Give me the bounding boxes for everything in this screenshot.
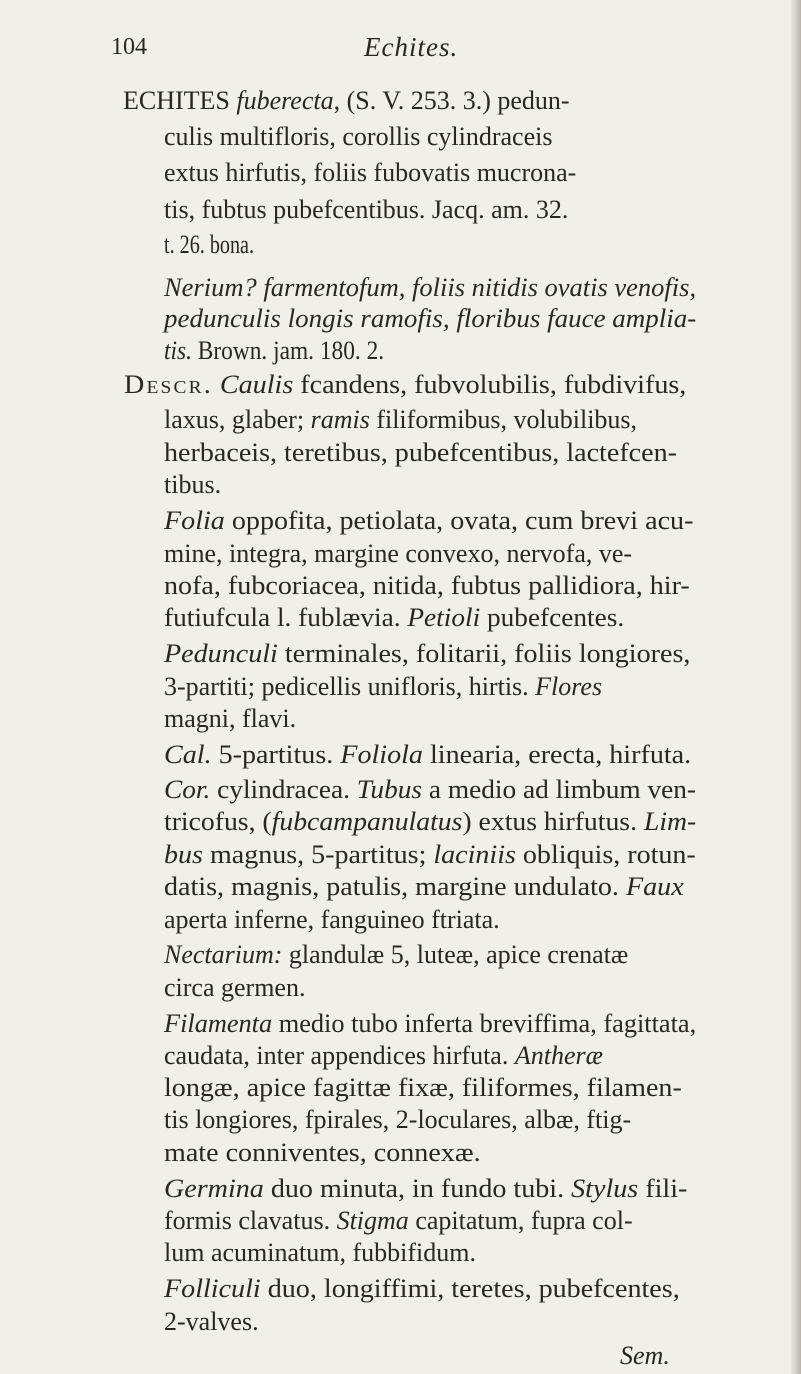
text-line	[164, 777, 696, 803]
text-line	[164, 440, 677, 466]
page-header	[0, 34, 801, 74]
text-line	[164, 1140, 481, 1166]
text-line	[164, 942, 628, 968]
text-run: tis, fubtus pubefcentibus. Jacq. am. 32.	[164, 195, 569, 224]
text-run: tis longiores, fpirales, 2-loculares, albæ, ftig-	[164, 1105, 632, 1134]
text-run: ramis	[310, 405, 370, 434]
text-run: fuberecta	[236, 86, 334, 115]
text-line	[164, 1107, 631, 1133]
text-run: oppofita, petiolata, ovata, cum brevi acu-	[224, 506, 694, 535]
text-run: glandulæ 5, luteæ, apice crenatæ	[282, 940, 629, 969]
text-run: t. 26. bona.	[164, 230, 254, 259]
text-run: ECHITES	[123, 86, 237, 115]
text-run: longæ, apice fagittæ fixæ, filiformes, filamen-	[164, 1073, 682, 1102]
text-run: lum acuminatum, fubbifidum.	[164, 1238, 476, 1267]
text-run: mate conniventes, connexæ.	[164, 1138, 481, 1167]
text-run: Folia	[164, 506, 225, 535]
text-line	[164, 605, 624, 631]
text-run: Caulis	[219, 370, 294, 399]
text-line	[164, 160, 576, 186]
text-line	[123, 88, 570, 114]
text-run: duo minuta, in fundo tubi.	[263, 1174, 572, 1203]
text-run: circa germen.	[164, 973, 306, 1002]
text-line	[164, 975, 305, 1001]
text-run: obliquis, rotun-	[515, 840, 696, 869]
text-run: filiformibus, volubilibus,	[369, 405, 638, 434]
text-run: tis.	[164, 336, 192, 365]
text-run: Foliola	[340, 740, 423, 769]
text-line	[164, 1011, 696, 1037]
text-run: Cor.	[164, 775, 211, 804]
text-run: terminales, folitarii, foliis longiores,	[277, 639, 691, 668]
text-run: Lim-	[643, 807, 697, 836]
text-run: fcandens, fubvolubilis, fubdivifus,	[293, 370, 687, 399]
text-run: Tubus	[356, 775, 423, 804]
text-run: extus hirfutis, foliis fubovatis mucrona-	[164, 158, 577, 187]
text-run: bus	[164, 840, 203, 869]
text-line	[164, 1075, 682, 1101]
text-line	[164, 1208, 633, 1234]
text-run: mine, integra, margine convexo, nervofa, ve-	[164, 539, 633, 568]
text-run: datis, magnis, patulis, margine undulato.	[164, 872, 626, 901]
text-run: capitatum, fupra col-	[408, 1206, 633, 1235]
text-run: herbaceis, teretibus, pubefcentibus, lactefcen-	[164, 438, 677, 467]
text-run: laciniis	[433, 840, 516, 869]
text-run: formis clavatus.	[164, 1206, 337, 1235]
text-line	[164, 338, 384, 364]
text-run: culis multifloris, corollis cylindraceis	[164, 122, 553, 151]
text-run: Petioli	[407, 603, 481, 632]
text-run: Stigma	[336, 1206, 409, 1235]
text-line	[164, 508, 693, 534]
text-run: aperta inferne, fanguineo ftriata.	[164, 905, 500, 934]
text-run: fubcampanulatus	[271, 807, 463, 836]
text-run: medio tubo inferta breviffima, fagittata,	[272, 1009, 697, 1038]
text-line	[164, 1276, 680, 1302]
text-run: duo, longiffimi, teretes, pubefcentes,	[260, 1274, 680, 1303]
text-run: fili-	[638, 1174, 688, 1203]
text-line	[164, 809, 696, 835]
text-run: Descr.	[124, 370, 213, 399]
text-run: Pedunculi	[164, 639, 278, 668]
text-line	[164, 874, 684, 900]
text-line	[164, 1176, 687, 1202]
text-line	[164, 573, 690, 599]
text-run: tricofus, (	[164, 807, 272, 836]
text-run: futiufcula l. fublævia.	[164, 603, 408, 632]
text-line	[164, 842, 696, 868]
text-run: Filamenta	[164, 1009, 273, 1038]
page-edge-shadow	[791, 0, 801, 1374]
text-line	[164, 306, 696, 332]
text-run: laxus, glaber;	[164, 405, 311, 434]
text-run: Flores	[535, 672, 603, 701]
text-line	[124, 372, 686, 398]
text-line	[164, 742, 691, 768]
running-title: Echites.	[364, 32, 459, 62]
text-line	[164, 275, 696, 301]
text-run: Faux	[625, 872, 684, 901]
text-line	[164, 1043, 603, 1069]
text-run: Brown. jam. 180. 2.	[191, 336, 385, 365]
text-line	[164, 1309, 259, 1335]
text-run: cylindracea.	[210, 775, 357, 804]
text-run: ) extus hirfutus.	[462, 807, 644, 836]
text-run: tibus.	[164, 470, 222, 499]
text-run: pubefcentes.	[480, 603, 625, 632]
text-run: , (S. V. 253. 3.) pedun-	[333, 86, 570, 115]
text-run: Germina	[164, 1174, 264, 1203]
text-line	[164, 706, 296, 732]
text-run: nofa, fubcoriacea, nitida, fubtus pallidiora, hir-	[164, 571, 690, 600]
text-run: Nerium? farmentofum, foliis nitidis ovatis venofis,	[164, 273, 697, 302]
text-line	[164, 124, 552, 150]
text-line	[164, 641, 690, 667]
text-line	[164, 1240, 476, 1266]
page-number: 104	[111, 34, 147, 60]
text-run: Stylus	[571, 1174, 639, 1203]
text-run: magni, flavi.	[164, 704, 297, 733]
text-run: a medio ad limbum ven-	[422, 775, 697, 804]
text-run: magnus, 5-partitus;	[202, 840, 434, 869]
text-line	[164, 232, 254, 258]
text-run: 3-partiti; pedicellis unifloris, hirtis.	[164, 672, 536, 701]
text-run: pedunculis longis ramofis, floribus fauce amplia-	[164, 304, 697, 333]
text-run: Antheræ	[514, 1041, 603, 1070]
text-run: 5-partitus.	[211, 740, 341, 769]
text-line	[164, 541, 632, 567]
text-run: Nectarium:	[164, 940, 283, 969]
text-run: 2-valves.	[164, 1307, 259, 1336]
text-line	[164, 472, 221, 498]
text-line	[164, 674, 602, 700]
text-run: linearia, erecta, hirfuta.	[422, 740, 692, 769]
text-run: caudata, inter appendices hirfuta.	[164, 1041, 515, 1070]
text-run: Folliculi	[164, 1274, 261, 1303]
text-run: Sem.	[620, 1341, 670, 1370]
text-line	[620, 1343, 670, 1369]
text-run: Cal.	[164, 740, 212, 769]
text-line	[164, 907, 500, 933]
text-line	[164, 197, 568, 223]
text-run	[213, 370, 220, 399]
text-line	[164, 407, 637, 433]
